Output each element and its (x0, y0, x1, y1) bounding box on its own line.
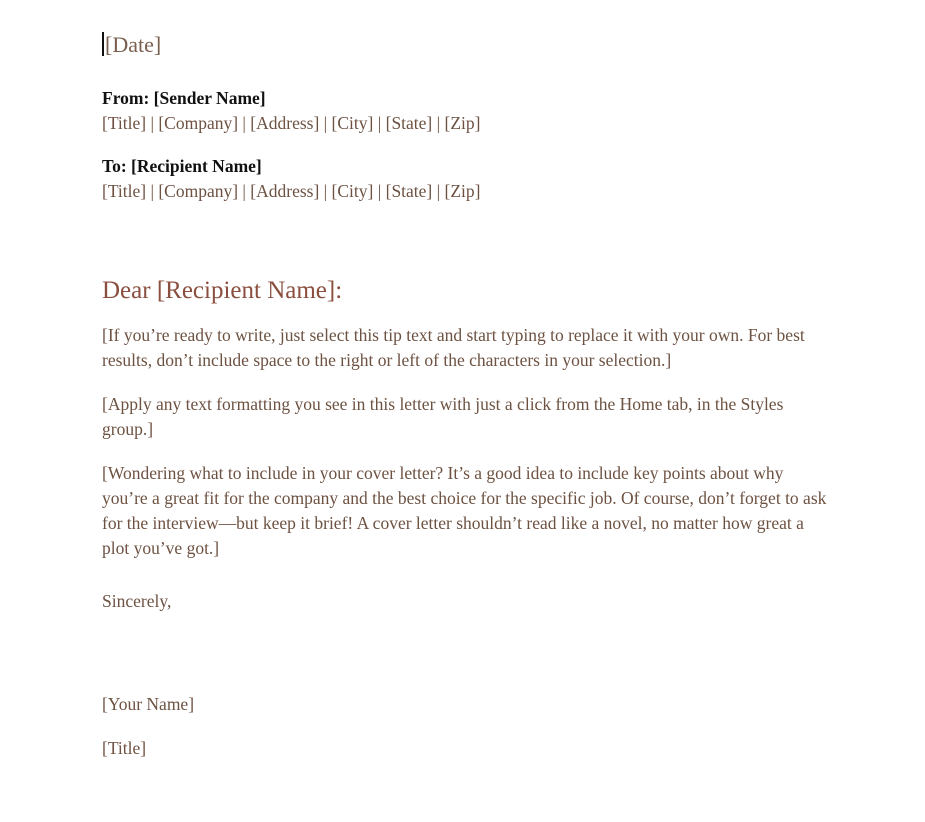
body-paragraph-1[interactable]: [If you’re ready to write, just select this tip text and start typing to replace it with your own. For best results, don’t include space to the right or left of the characters in your selection.] (102, 325, 805, 370)
recipient-block (102, 154, 480, 204)
sender-details[interactable]: [Title] | [Company] | [Address] | [City] | [State] | [Zip] (102, 113, 481, 133)
closing[interactable]: Sincerely, (102, 591, 172, 611)
date-field[interactable] (102, 31, 161, 59)
signer-title[interactable]: [Title] (102, 738, 147, 758)
body-paragraph-2[interactable]: [Apply any text formatting you see in this letter with just a click from the Home tab, in the Styles group.] (102, 394, 784, 439)
text-cursor (102, 32, 104, 56)
salutation[interactable]: Dear [Recipient Name]: (102, 277, 343, 304)
sender-heading[interactable]: From: [Sender Name] (102, 88, 266, 108)
sender-block (102, 86, 480, 136)
recipient-details[interactable]: [Title] | [Company] | [Address] | [City] | [State] | [Zip] (102, 181, 481, 201)
date-text[interactable]: [Date] (105, 32, 162, 57)
recipient-heading[interactable]: To: [Recipient Name] (102, 156, 262, 176)
body-paragraph-3[interactable]: [Wondering what to include in your cover letter? It’s a good idea to include key points about why you’re a great fit for the company and the best choice for the specific job. Of course, don’t forget to ask for the interview—but keep it brief! A cover letter shouldn’t read like a novel, no matter how great a plot you’ve got.] (102, 463, 827, 558)
signer-name[interactable]: [Your Name] (102, 694, 195, 714)
